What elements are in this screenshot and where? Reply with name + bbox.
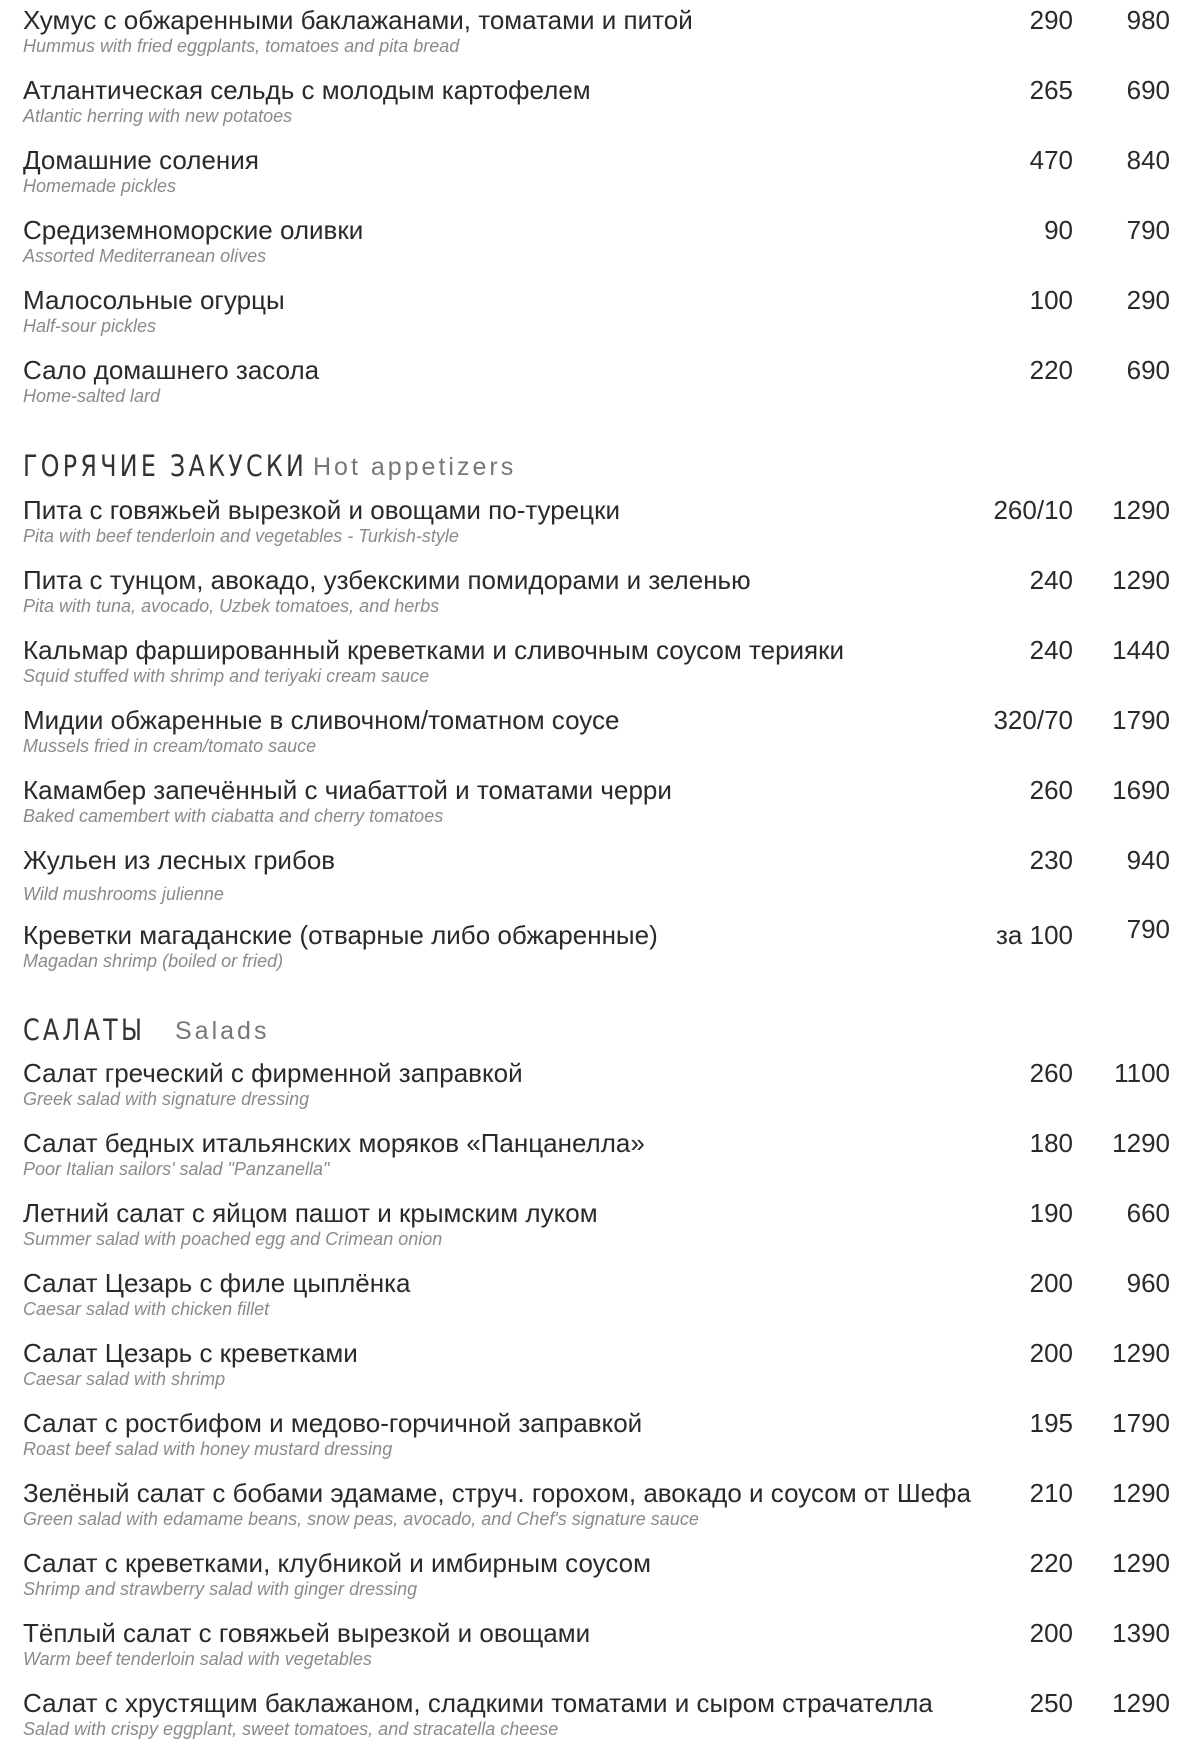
item-name-en: Assorted Mediterranean olives: [23, 246, 267, 266]
item-name-ru: Мидии обжаренные в сливочном/томатном соусе: [23, 705, 620, 735]
item-name-en: Pita with tuna, avocado, Uzbek tomatoes, and herbs: [23, 596, 440, 616]
menu-item: [23, 1058, 1178, 1122]
item-weight: 220: [1029, 355, 1073, 385]
item-price: 940: [1126, 845, 1170, 875]
item-price: 660: [1126, 1198, 1170, 1228]
menu-item: [23, 914, 1178, 984]
item-weight: 180: [1029, 1128, 1073, 1158]
item-weight: 220: [1029, 1548, 1073, 1578]
menu-item: [23, 1548, 1178, 1612]
item-name-ru: Жульен из лесных грибов: [23, 845, 336, 875]
menu-item: [23, 705, 1178, 769]
item-weight: 260/10: [993, 495, 1073, 525]
menu-item: [23, 75, 1178, 139]
item-name-en: Caesar salad with shrimp: [23, 1369, 226, 1389]
item-price: 1690: [1112, 775, 1170, 805]
menu-item: [23, 775, 1178, 839]
item-price: 1290: [1112, 495, 1170, 525]
item-weight: 200: [1029, 1268, 1073, 1298]
section-title-ru: САЛАТЫ: [23, 1013, 146, 1047]
item-name-en: Greek salad with signature dressing: [23, 1089, 310, 1109]
menu-item: [23, 1478, 1178, 1542]
item-name-en: Salad with crispy eggplant, sweet tomatoes, and stracatella cheese: [23, 1719, 559, 1739]
item-weight: 290: [1029, 5, 1073, 35]
item-price: 690: [1126, 75, 1170, 105]
item-name-ru: Тёплый салат с говяжьей вырезкой и овощами: [23, 1618, 591, 1648]
item-price: 1790: [1112, 1408, 1170, 1438]
menu-item: [23, 1688, 1178, 1752]
item-name-en: Wild mushrooms julienne: [23, 884, 224, 904]
item-name-ru: Кальмар фаршированный креветками и сливочным соусом терияки: [23, 635, 845, 665]
item-price: 1290: [1112, 1688, 1170, 1718]
item-weight: 320/70: [993, 705, 1073, 735]
item-weight: за 100: [996, 920, 1073, 950]
section-header-hot-appetizers: [23, 449, 517, 489]
item-name-ru: Зелёный салат с бобами эдамаме, струч. горохом, авокадо и соусом от Шефа: [23, 1478, 971, 1508]
item-weight: 200: [1029, 1338, 1073, 1368]
item-weight: 240: [1029, 565, 1073, 595]
item-name-ru: Камамбер запечённый с чиабаттой и томатами черри: [23, 775, 672, 805]
item-weight: 250: [1029, 1688, 1073, 1718]
section-title-ru: ГОРЯЧИЕ ЗАКУСКИ: [23, 449, 308, 483]
item-name-ru: Салат с ростбифом и медово-горчичной заправкой: [23, 1408, 643, 1438]
item-price: 1290: [1112, 1548, 1170, 1578]
menu-item: [23, 1198, 1178, 1262]
item-name-ru: Атлантическая сельдь с молодым картофелем: [23, 75, 591, 105]
item-weight: 190: [1029, 1198, 1073, 1228]
item-name-ru: Креветки магаданские (отварные либо обжаренные): [23, 920, 658, 950]
item-price: 1390: [1112, 1618, 1170, 1648]
item-name-en: Home-salted lard: [23, 386, 161, 406]
menu-item: [23, 145, 1178, 209]
menu-item: [23, 635, 1178, 699]
item-price: 1290: [1112, 1338, 1170, 1368]
item-name-ru: Пита с тунцом, авокадо, узбекскими помидорами и зеленью: [23, 565, 751, 595]
item-weight: 240: [1029, 635, 1073, 665]
section-title-en: Hot appetizers: [313, 453, 517, 481]
item-name-en: Squid stuffed with shrimp and teriyaki cream sauce: [23, 666, 430, 686]
section-header-salads: [23, 1013, 270, 1053]
item-name-ru: Малосольные огурцы: [23, 285, 285, 315]
item-weight: 265: [1029, 75, 1073, 105]
menu-item: [23, 845, 1178, 909]
menu-item: [23, 1338, 1178, 1402]
item-price: 1100: [1114, 1058, 1170, 1088]
item-name-ru: Салат бедных итальянских моряков «Панцанелла»: [23, 1128, 645, 1158]
item-name-en: Green salad with edamame beans, snow peas, avocado, and Chef's signature sauce: [23, 1509, 699, 1529]
menu-item: [23, 285, 1178, 349]
item-name-en: Hummus with fried eggplants, tomatoes and pita bread: [23, 36, 460, 56]
item-name-ru: Салат греческий с фирменной заправкой: [23, 1058, 523, 1088]
item-name-en: Mussels fried in cream/tomato sauce: [23, 736, 317, 756]
item-name-ru: Салат Цезарь с филе цыплёнка: [23, 1268, 411, 1298]
item-name-en: Warm beef tenderloin salad with vegetables: [23, 1649, 372, 1669]
item-weight: 470: [1029, 145, 1073, 175]
item-name-en: Roast beef salad with honey mustard dressing: [23, 1439, 393, 1459]
item-name-en: Magadan shrimp (boiled or fried): [23, 951, 284, 971]
item-price: 1790: [1112, 705, 1170, 735]
item-name-ru: Средиземноморские оливки: [23, 215, 364, 245]
item-price: 1290: [1112, 565, 1170, 595]
menu-item: [23, 5, 1178, 69]
item-weight: 200: [1029, 1618, 1073, 1648]
item-name-ru: Домашние соления: [23, 145, 259, 175]
menu-item: [23, 1128, 1178, 1192]
item-name-ru: Салат с хрустящим баклажаном, сладкими томатами и сыром страчателла: [23, 1688, 933, 1718]
item-name-ru: Пита с говяжьей вырезкой и овощами по-турецки: [23, 495, 620, 525]
item-name-en: Baked camembert with ciabatta and cherry tomatoes: [23, 806, 444, 826]
item-price: 1440: [1112, 635, 1170, 665]
item-name-en: Atlantic herring with new potatoes: [23, 106, 293, 126]
section-title-en: Salads: [175, 1017, 270, 1045]
item-price: 1290: [1112, 1128, 1170, 1158]
menu-item: [23, 495, 1178, 559]
item-name-en: Shrimp and strawberry salad with ginger dressing: [23, 1579, 418, 1599]
item-weight: 195: [1029, 1408, 1073, 1438]
item-name-ru: Салат с креветками, клубникой и имбирным соусом: [23, 1548, 651, 1578]
item-price: 290: [1126, 285, 1170, 315]
menu-item: [23, 1268, 1178, 1332]
item-price: 840: [1126, 145, 1170, 175]
item-name-ru: Салат Цезарь с креветками: [23, 1338, 358, 1368]
item-price: 980: [1126, 5, 1170, 35]
item-price: 960: [1126, 1268, 1170, 1298]
item-price: 790: [1126, 215, 1170, 245]
item-price: 790: [1126, 914, 1170, 944]
item-weight: 100: [1029, 285, 1073, 315]
item-name-en: Summer salad with poached egg and Crimean onion: [23, 1229, 443, 1249]
menu-item: [23, 215, 1178, 279]
item-weight: 210: [1029, 1478, 1073, 1508]
menu-item: [23, 1408, 1178, 1472]
item-weight: 230: [1029, 845, 1073, 875]
item-name-ru: Летний салат с яйцом пашот и крымским луком: [23, 1198, 598, 1228]
menu-item: [23, 565, 1178, 629]
menu-item: [23, 1618, 1178, 1682]
item-name-en: Half-sour pickles: [23, 316, 157, 336]
item-weight: 90: [1044, 215, 1073, 245]
menu-item: [23, 355, 1178, 419]
item-price: 1290: [1112, 1478, 1170, 1508]
item-weight: 260: [1029, 775, 1073, 805]
item-price: 690: [1126, 355, 1170, 385]
item-weight: 260: [1029, 1058, 1073, 1088]
item-name-en: Caesar salad with chicken fillet: [23, 1299, 270, 1319]
item-name-en: Pita with beef tenderloin and vegetables - Turkish-style: [23, 526, 459, 546]
item-name-ru: Сало домашнего засола: [23, 355, 320, 385]
item-name-en: Poor Italian sailors' salad "Panzanella": [23, 1159, 330, 1179]
item-name-ru: Хумус с обжаренными баклажанами, томатами и питой: [23, 5, 693, 35]
item-name-en: Homemade pickles: [23, 176, 177, 196]
